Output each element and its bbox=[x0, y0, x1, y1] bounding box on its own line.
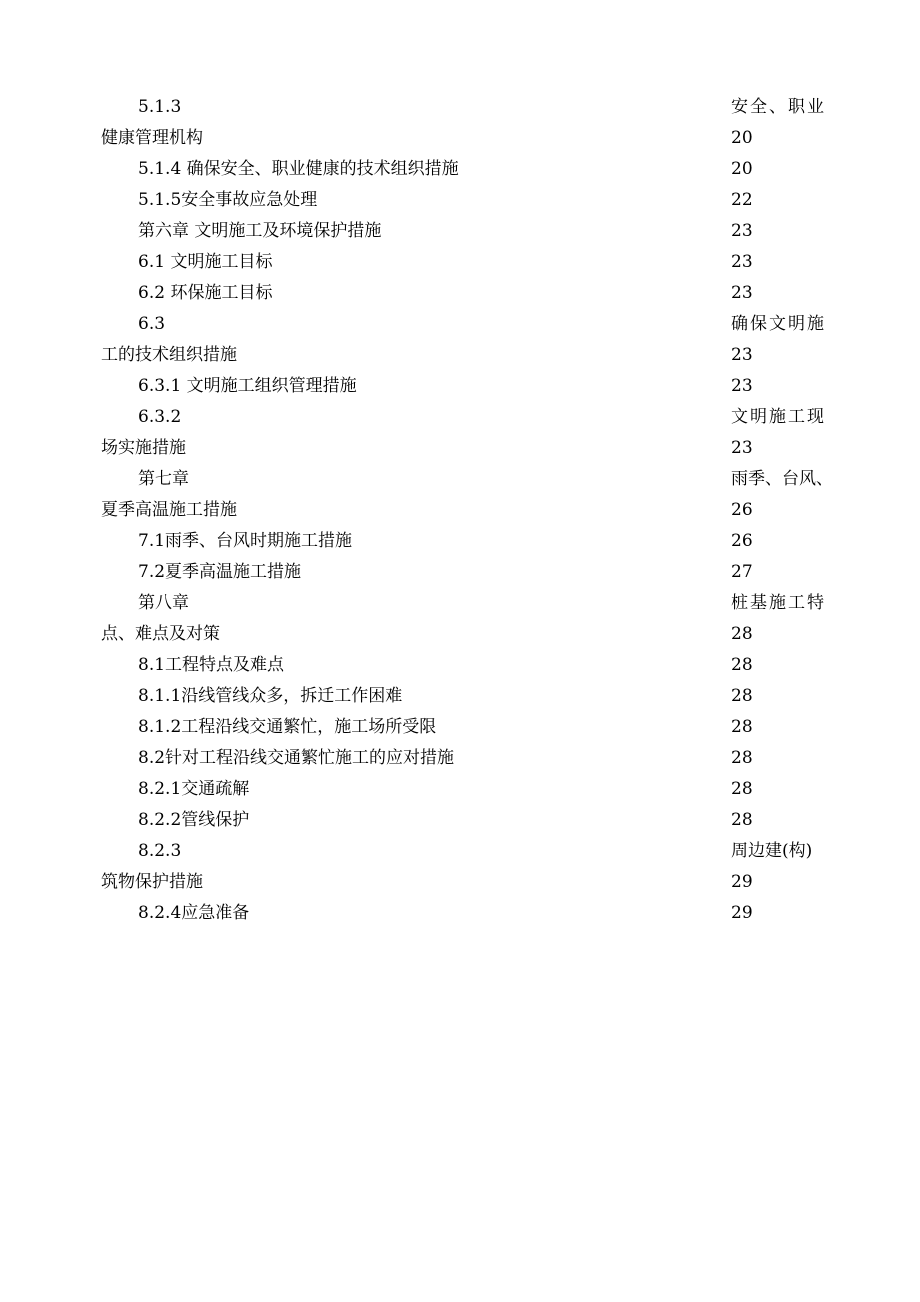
toc-entry-title: 6.3.1 文明施工组织管理措施 bbox=[138, 376, 357, 396]
toc-entry[interactable] bbox=[0, 805, 920, 836]
toc-entry-title: 第七章 bbox=[138, 469, 189, 489]
toc-entry[interactable] bbox=[0, 712, 920, 743]
toc-entry-page-number: 20 bbox=[731, 159, 753, 179]
toc-entry[interactable] bbox=[0, 526, 920, 557]
toc-entry-page-number: 20 bbox=[731, 128, 753, 148]
toc-entry-title: 6.3.2 bbox=[138, 407, 182, 427]
toc-entry[interactable] bbox=[0, 154, 920, 185]
toc-entry-page-number: 28 bbox=[731, 810, 753, 830]
toc-entry-page-number: 28 bbox=[731, 655, 753, 675]
toc-entry[interactable] bbox=[0, 433, 920, 464]
toc-entry-title: 8.2.4应急准备 bbox=[138, 903, 250, 923]
toc-entry[interactable] bbox=[0, 836, 920, 867]
toc-entry-title: 6.2 环保施工目标 bbox=[138, 283, 273, 303]
toc-entry-title: 第六章 文明施工及环境保护措施 bbox=[138, 221, 382, 241]
toc-entry[interactable] bbox=[0, 681, 920, 712]
toc-entry[interactable] bbox=[0, 650, 920, 681]
toc-entry-title: 7.2夏季高温施工措施 bbox=[138, 562, 302, 582]
toc-entry[interactable] bbox=[0, 464, 920, 495]
toc-entry-title: 筑物保护措施 bbox=[101, 872, 203, 892]
toc-entry[interactable] bbox=[0, 185, 920, 216]
toc-entry-page-number: 22 bbox=[731, 190, 753, 210]
toc-entry-page-number: 23 bbox=[731, 283, 753, 303]
toc-entry-page-number: 28 bbox=[731, 779, 753, 799]
toc-entry[interactable] bbox=[0, 402, 920, 433]
toc-entry[interactable] bbox=[0, 340, 920, 371]
toc-entry-page-number: 28 bbox=[731, 686, 753, 706]
toc-entry[interactable] bbox=[0, 619, 920, 650]
toc-entry-title-continuation: 桩基施工特 bbox=[731, 593, 826, 613]
toc-entry-title: 8.2针对工程沿线交通繁忙施工的应对措施 bbox=[138, 748, 455, 768]
toc-entry-page-number: 23 bbox=[731, 252, 753, 272]
toc-entry-title: 8.1.2工程沿线交通繁忙，施工场所受限 bbox=[138, 717, 437, 737]
toc-entry-title: 8.2.2管线保护 bbox=[138, 810, 250, 830]
toc-entry-title: 第八章 bbox=[138, 593, 189, 613]
toc-entry[interactable] bbox=[0, 774, 920, 805]
toc-entry-title: 夏季高温施工措施 bbox=[101, 500, 237, 520]
toc-entry[interactable] bbox=[0, 92, 920, 123]
toc-entry-title: 8.1工程特点及难点 bbox=[138, 655, 285, 675]
toc-entry-title: 工的技术组织措施 bbox=[101, 345, 237, 365]
toc-entry-page-number: 26 bbox=[731, 531, 753, 551]
toc-entry-title: 场实施措施 bbox=[101, 438, 186, 458]
toc-entry-title-continuation: 安全、职业 bbox=[731, 97, 826, 117]
toc-entry[interactable] bbox=[0, 495, 920, 526]
toc-entry-title: 8.1.1沿线管线众多，拆迁工作困难 bbox=[138, 686, 403, 706]
toc-entry-page-number: 29 bbox=[731, 872, 753, 892]
toc-entry-page-number: 26 bbox=[731, 500, 753, 520]
toc-entry[interactable] bbox=[0, 216, 920, 247]
toc-entry[interactable] bbox=[0, 588, 920, 619]
toc-entry-title: 5.1.4 确保安全、职业健康的技术组织措施 bbox=[138, 159, 459, 179]
toc-entry-page-number: 27 bbox=[731, 562, 753, 582]
toc-entry[interactable] bbox=[0, 867, 920, 898]
toc-entry-page-number: 23 bbox=[731, 438, 753, 458]
toc-entry-title: 5.1.5安全事故应急处理 bbox=[138, 190, 318, 210]
toc-entry-title: 健康管理机构 bbox=[101, 128, 203, 148]
toc-entry-page-number: 29 bbox=[731, 903, 753, 923]
toc-entry[interactable] bbox=[0, 123, 920, 154]
toc-entry-title: 7.1雨季、台风时期施工措施 bbox=[138, 531, 353, 551]
table-of-contents bbox=[0, 92, 920, 929]
toc-entry-title: 8.2.3 bbox=[138, 841, 182, 861]
toc-entry-title: 点、难点及对策 bbox=[101, 624, 220, 644]
toc-entry[interactable] bbox=[0, 898, 920, 929]
toc-entry-title-continuation: 确保文明施 bbox=[731, 314, 826, 334]
toc-entry[interactable] bbox=[0, 743, 920, 774]
toc-entry[interactable] bbox=[0, 278, 920, 309]
toc-entry-title-continuation: 文明施工现 bbox=[731, 407, 826, 427]
toc-entry-page-number: 28 bbox=[731, 717, 753, 737]
toc-entry-title: 5.1.3 bbox=[138, 97, 182, 117]
toc-entry-title: 8.2.1交通疏解 bbox=[138, 779, 250, 799]
toc-entry[interactable] bbox=[0, 309, 920, 340]
toc-entry[interactable] bbox=[0, 247, 920, 278]
toc-entry-page-number: 28 bbox=[731, 748, 753, 768]
toc-entry-title-continuation: 周边建(构) bbox=[731, 841, 813, 861]
toc-entry[interactable] bbox=[0, 557, 920, 588]
toc-entry[interactable] bbox=[0, 371, 920, 402]
toc-entry-title: 6.1 文明施工目标 bbox=[138, 252, 273, 272]
toc-entry-title: 6.3 bbox=[138, 314, 166, 334]
toc-entry-page-number: 23 bbox=[731, 221, 753, 241]
toc-entry-page-number: 28 bbox=[731, 624, 753, 644]
toc-entry-title-continuation: 雨季、台风、 bbox=[731, 469, 833, 489]
toc-entry-page-number: 23 bbox=[731, 345, 753, 365]
toc-entry-page-number: 23 bbox=[731, 376, 753, 396]
